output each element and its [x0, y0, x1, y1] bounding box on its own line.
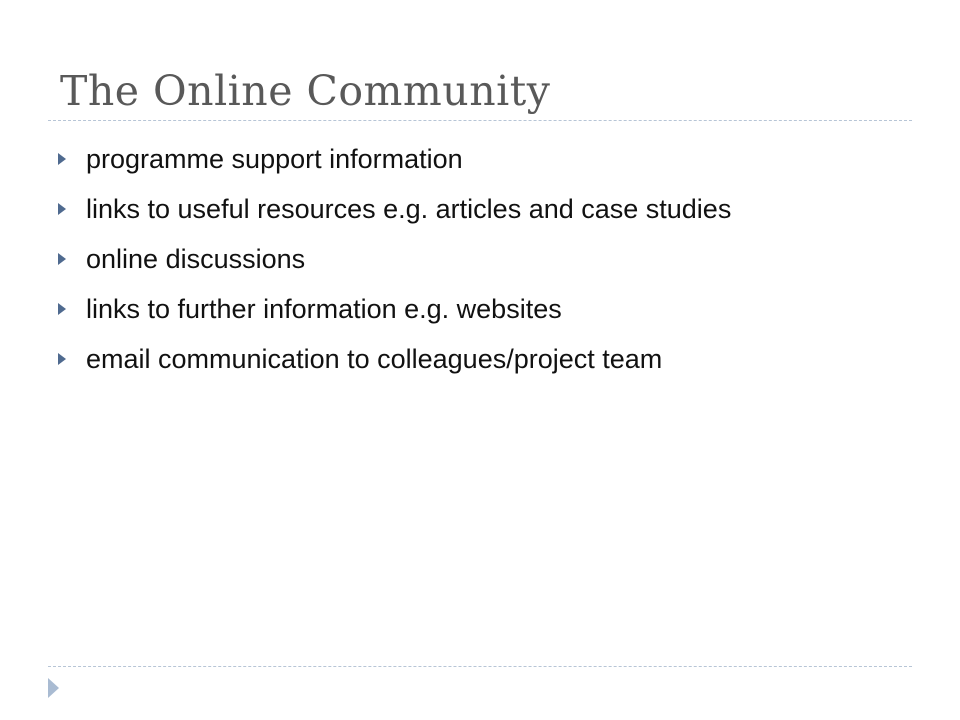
list-item — [58, 134, 731, 184]
bullet-text: links to useful resources e.g. articles and case studies — [86, 193, 732, 224]
triangle-right-icon — [48, 678, 59, 698]
list-item — [58, 284, 731, 334]
triangle-bullet-icon — [58, 353, 66, 365]
list-item — [58, 234, 731, 284]
triangle-bullet-icon — [58, 253, 66, 265]
triangle-bullet-icon — [58, 203, 66, 215]
bullet-text: email communication to colleagues/project team — [86, 343, 663, 374]
bullet-text: links to further information e.g. websites — [86, 293, 562, 324]
triangle-bullet-icon — [58, 153, 66, 165]
footer-divider — [48, 666, 912, 667]
slide-title: The Online Community — [60, 67, 551, 115]
title-divider — [48, 120, 912, 121]
list-item — [58, 184, 731, 234]
bullet-list — [58, 134, 731, 384]
bullet-text: online discussions — [86, 243, 306, 274]
list-item — [58, 334, 731, 384]
bullet-text: programme support information — [86, 143, 463, 174]
triangle-bullet-icon — [58, 303, 66, 315]
